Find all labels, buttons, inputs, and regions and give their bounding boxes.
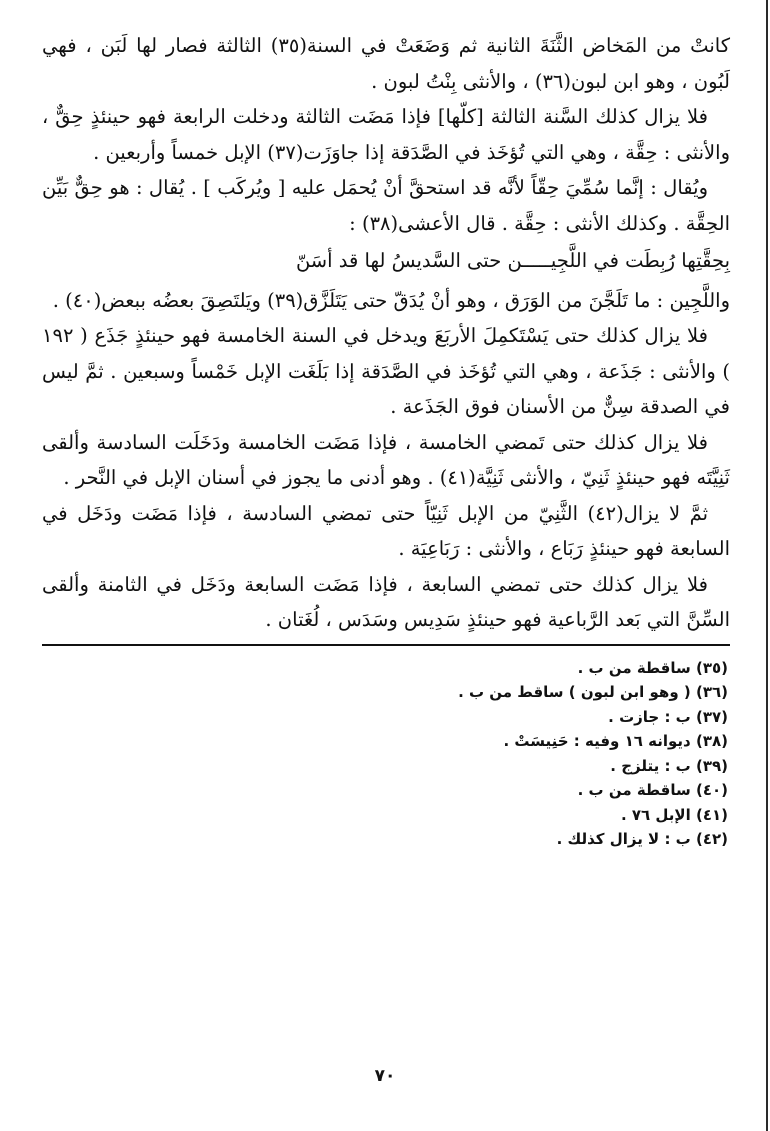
footnote-37: (٣٧) ب : جازت . (608, 707, 728, 726)
footnote-36: (٣٦) ( وهو ابن لبون ) ساقط من ب . (458, 683, 728, 701)
paragraph-3: ويُقال : إنَّما سُمِّيَ حِقّاً لأنَّه قد استحقَّ أنْ يُحمَل عليه [ ويُركَب ] . يُقال : هو حِقٌّ بَيِّن الحِقَّة . وكذلك الأنثى : حِقَّة . قال الأعشى(٣٨) : (42, 176, 730, 235)
footnote-41: (٤١) الإبل ٧٦ . (620, 805, 728, 824)
footnote-38: (٣٨) ديوانه ١٦ وفيه : حَنِيسَتْ . (503, 732, 728, 750)
paragraph-2: فلا يزال كذلك السَّنة الثالثة [كلّها] فإذا مَضَت الثالثة ودخلت الرابعة فهو حينئذٍ حِقٌّ ، والأنثى : حِقَّة ، وهي التي تُؤخَذ في الصَّدَقة إذا جاوَزَت(٣٧) الإبل خمساً وأربعين . (42, 105, 730, 164)
page-number: ٧٠ (374, 1066, 396, 1086)
footnote-42: (٤٢) ب : لا يزال كذلك . (556, 830, 728, 848)
paragraph-1: كانتْ من المَخاض الثَّنَةَ الثانية ثم وَضَعَتْ في السنة(٣٥) الثالثة فصار لها لَبَن ، فهي لَبُون ، وهو ابن لبون(٣٦) ، والأنثى بِنْتُ لبون . (42, 34, 730, 93)
paragraph-8: فلا يزال كذلك حتى تمضي السابعة ، فإذا مَضَت السابعة ودَخَل في الثامنة وألقى السِّنَّ التي بَعد الرَّباعية فهو حينئذٍ سَدِيس وسَدَس ، لُغَتان . (42, 572, 730, 631)
footnote-40: (٤٠) ساقطة من ب . (577, 781, 728, 799)
paragraph-5: فلا يزال كذلك حتى يَسْتَكمِلَ الأربَعَ ويدخل في السنة الخامسة فهو حينئذٍ جَذَع ( ١٩٢ ) والأنثى : جَذَعة ، وهي التي تُؤخَذ في الصَّدَقة إذا بَلَغَت الإبل خَمْساً وسبعين . ثمَّ ليس في الصدقة سِنٌّ من الأسنان فوق الجَذَعة . (42, 324, 730, 418)
paragraph-4: واللَّجِين : ما تَلَجَّنَ من الوَرَق ، وهو أنْ يُدَقّ حتى يَتَلَزَّق(٣٩) ويَلتَصِقَ بعضُه ببعض(٤٠) . (52, 288, 730, 312)
paragraph-6: فلا يزال كذلك حتى تَمضي الخامسة ، فإذا مَضَت الخامسة ودَخَلَت السادسة وألقى ثَنِيَّتَه فهو حينئذٍ ثَنِيّ ، والأنثى ثَنِيَّة(٤١) . وهو أدنى ما يجوز في أسنان الإبل في النَّحر . (42, 430, 730, 489)
footnotes (42, 656, 730, 852)
footnote-35: (٣٥) ساقطة من ب . (577, 658, 728, 677)
footnote-separator (42, 644, 730, 646)
paragraph-7: ثمَّ لا يزال(٤٢) الثَّنِيّ من الإبل ثَنِيّاً حتى تمضي السادسة ، فإذا مَضَت ودَخَل في السابعة فهو حينئذٍ رَبَاع ، والأنثى : رَبَاعِيَة . (42, 501, 730, 560)
footnote-39: (٣٩) ب : يتلزج . (610, 756, 728, 775)
document-page (42, 28, 730, 852)
poetry-verse: بِحِقَّتِها رُبِطَت في اللَّجِيـــــن حتى السَّديسُ لها قد أسَنّ (295, 249, 730, 272)
main-text (42, 28, 730, 638)
page-edge-rule (766, 0, 768, 1131)
